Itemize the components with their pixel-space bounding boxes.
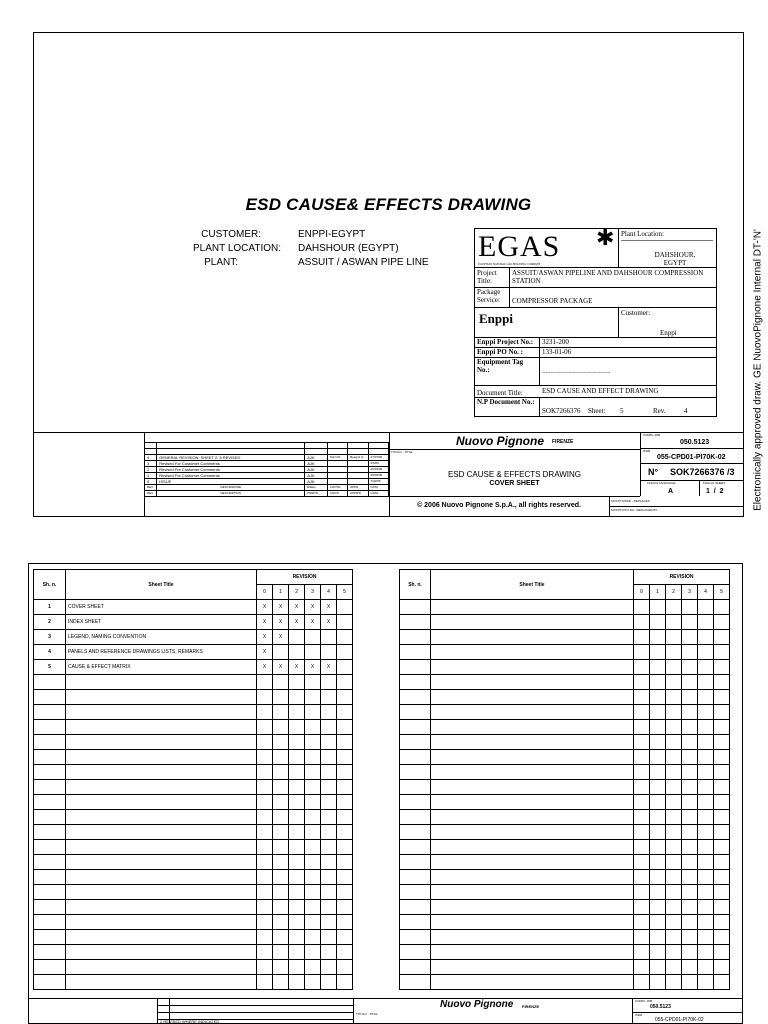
table-row [34, 810, 353, 825]
table-row [34, 750, 353, 765]
enppi-po-label: Enppi PO No. : [477, 348, 523, 356]
table-row [400, 975, 730, 990]
client-stamp-box [474, 225, 717, 417]
revision-row: 4 GENERAL REVISION: SHEET 2..5 REVISED AJK Tazzi M. Beagini G. 27/07/06 [145, 455, 389, 461]
table-row [400, 900, 730, 915]
enppi-po-value: 133-01-06 [542, 348, 572, 356]
bottom-job-number: 050.5123 [650, 1004, 671, 1010]
table-row [400, 615, 730, 630]
table-row [400, 885, 730, 900]
revision-table: 4 GENERAL REVISION: SHEET 2..5 REVISED AJK Tazzi M. Beagini G. 27/07/06 3 Revised For Customer Comments AJK 2/6/06 2 Revised For Customer Comments AJK 26/04/06 1 Revised For Customer Comments AJK 28/03/06 0 ISSUE AJK 7/02/06 REV DESCRIZIONE ESEG. CONTR. APPR. DATA REV DESCRIPTION PREP'D CHK'D APPR'D DATE [144, 442, 389, 497]
sheet-name: COVER SHEET [489, 480, 540, 487]
revision-row: 3 Revised For Customer Comments AJK 2/6/06 [145, 461, 389, 467]
table-row [400, 690, 730, 705]
table-row [34, 945, 353, 960]
document-title-label: Document Title: [477, 389, 523, 397]
egas-logo: EGAS ✱ EGYPTIAN NATURAL GAS HOLDING COMPANY [478, 225, 615, 266]
customer-value: Enppi [660, 329, 677, 337]
equipment-tag-label: Equipment Tag No.: [477, 358, 524, 374]
sheet-label: Sheet: [588, 407, 606, 415]
location-value: DAHSHOUR (EGYPT) [298, 243, 399, 254]
table-row [400, 870, 730, 885]
table-row [34, 840, 353, 855]
col-revision: REVISION [257, 570, 353, 585]
approval-side-text: Electronically approved draw. GE NuovoPignone Internal DT-'N' [752, 229, 764, 511]
customer-label: CUSTOMER: [201, 229, 261, 240]
bottom-job-label: COMM.-JOB [635, 999, 653, 1003]
language-value: A [668, 488, 674, 495]
table-row [34, 765, 353, 780]
customer-label: Customer: [621, 309, 651, 317]
copyright: © 2006 Nuovo Pignone S.p.A., all rights reserved. [417, 502, 581, 509]
np-document-value: SOK7266376 [542, 407, 581, 415]
table-row: 2 INDEX SHEET X X X X X [34, 615, 353, 630]
col-sheet-title: Sheet Title [66, 570, 257, 600]
project-title-label: Project Title: [477, 269, 497, 285]
table-row [34, 855, 353, 870]
customer-value: ENPPI-EGYPT [298, 229, 366, 240]
table-row [34, 960, 353, 975]
table-row: 4 PANELS AND REFERENCE DRAWINGS LISTS, REMARKS X [34, 645, 353, 660]
project-info [180, 229, 450, 269]
flame-icon: ✱ [596, 225, 615, 250]
company-city: FIRENZE [552, 439, 574, 445]
table-row [400, 735, 730, 750]
equipment-tag-value: ----------------------------------------- [542, 371, 611, 376]
table-row: 1 COVER SHEET X X X X X [34, 600, 353, 615]
col-sheet-number: Sh. n. [400, 570, 431, 600]
table-row [34, 705, 353, 720]
title-caption: TITOLO - TITLE [391, 450, 413, 454]
table-row [34, 675, 353, 690]
bottom-item-label: ITEM [635, 1013, 643, 1017]
plant-label: PLANT: [204, 257, 238, 268]
table-row [400, 720, 730, 735]
sheet-value: 5 [620, 407, 624, 415]
sheet-value: 1 / 2 [706, 488, 724, 495]
revision-row: 0 ISSUE AJK 7/02/06 [145, 479, 389, 485]
revision-row: 2 Revised For Customer Comments AJK 26/04/06 [145, 467, 389, 473]
doc-number: SOK7266376 /3 [670, 467, 735, 477]
table-row [400, 765, 730, 780]
table-row [400, 675, 730, 690]
rev-label: Rev. [653, 407, 666, 415]
enppi-logo: Enppi [479, 311, 513, 326]
bottom-company-city: FIRENZE [522, 1004, 540, 1009]
plant-location-value: DAHSHOUR, EGYPT [654, 251, 696, 267]
table-row [400, 855, 730, 870]
replaces-label: SOSTITUISCE - REPLACES [611, 499, 650, 503]
table-row [34, 720, 353, 735]
table-row: 3 LEGEND, NAMING CONVENTION X X [34, 630, 353, 645]
replaced-by-label: SOSTITUITO DA - REPLACED BY [611, 508, 658, 512]
index-table-left: Sh. n. Sheet Title REVISION 0 1 2 3 4 5 1 COVER SHEET X X X X X 2 INDEX SHEET X X X X X 3 LEGEND, NAMING CONVENTION X X 4 PANELS AND REFERENCE DRAWINGS LISTS, REMARKS X 5 CAUSE & EFFECT MATRIX X X X X X [33, 569, 353, 990]
table-row [400, 705, 730, 720]
table-row [400, 795, 730, 810]
job-label: COMM.-JOB [643, 433, 661, 437]
table-row [400, 645, 730, 660]
plant-value: ASSUIT / ASWAN PIPE LINE [298, 257, 429, 268]
table-row [400, 960, 730, 975]
doc-number-label: N° [648, 467, 659, 477]
document-title-value: ESD CAUSE AND EFFECT DRAWING [542, 387, 659, 395]
col-sheet-number: Sh. n. [34, 570, 66, 600]
bottom-revision-line: 2 REVISED WHERE INDICATED [160, 1019, 220, 1024]
company-logo: Nuovo Pignone [456, 434, 544, 448]
bottom-company-logo: Nuovo Pignone [440, 999, 514, 1010]
job-number: 050.5123 [680, 439, 710, 446]
table-row [34, 900, 353, 915]
page-title: ESD CAUSE& EFFECTS DRAWING [245, 195, 532, 214]
table-row: 5 CAUSE & EFFECT MATRIX X X X X X [34, 660, 353, 675]
sheet-label: FOGLIO-SHEET [703, 481, 726, 485]
language-label: LINGUA LANGUAGE [647, 481, 676, 485]
table-row [400, 810, 730, 825]
table-row [34, 825, 353, 840]
table-row [400, 630, 730, 645]
table-row [34, 735, 353, 750]
project-title-value: ASSUIT/ASWAN PIPELINE AND DAHSHOUR COMPRESSION STATION [512, 269, 704, 285]
table-row [400, 945, 730, 960]
table-row [34, 885, 353, 900]
enppi-project-value: 3231-200 [542, 338, 569, 346]
col-sheet-title: Sheet Title [431, 570, 634, 600]
table-row [34, 780, 353, 795]
table-row [34, 915, 353, 930]
rev-value: 4 [684, 407, 688, 415]
enppi-project-label: Enppi Project No.: [477, 338, 534, 346]
table-row [34, 870, 353, 885]
item-number: 055-CPD01-PI70K-02 [657, 454, 726, 461]
table-row [400, 825, 730, 840]
index-table-right: Sh. n. Sheet Title REVISION 0 1 2 3 4 5 [399, 569, 730, 990]
revision-row: 1 Revised For Customer Comments AJK 28/03/06 [145, 473, 389, 479]
table-row [400, 930, 730, 945]
drawing-title: ESD CAUSE & EFFECTS DRAWING [447, 470, 582, 479]
table-row [400, 600, 730, 615]
table-row [400, 780, 730, 795]
np-document-label: N.P Document No.: [477, 398, 535, 406]
table-row [34, 975, 353, 990]
table-row [400, 915, 730, 930]
item-label: ITEM [643, 449, 651, 453]
table-row [400, 750, 730, 765]
table-row [34, 795, 353, 810]
package-value: COMPRESSOR PACKAGE [512, 297, 593, 305]
bottom-item-number: 055-CPD01-PI70K-02 [655, 1017, 704, 1023]
bottom-title-caption: TITOLO - TITLE [356, 1012, 378, 1016]
col-revision: REVISION [634, 570, 730, 585]
table-row [400, 840, 730, 855]
package-label: Package Service: [477, 288, 501, 304]
table-row [34, 930, 353, 945]
table-row [400, 660, 730, 675]
plant-location-label: Plant Location: [621, 230, 664, 238]
location-label: PLANT LOCATION: [193, 243, 281, 254]
table-row [34, 690, 353, 705]
